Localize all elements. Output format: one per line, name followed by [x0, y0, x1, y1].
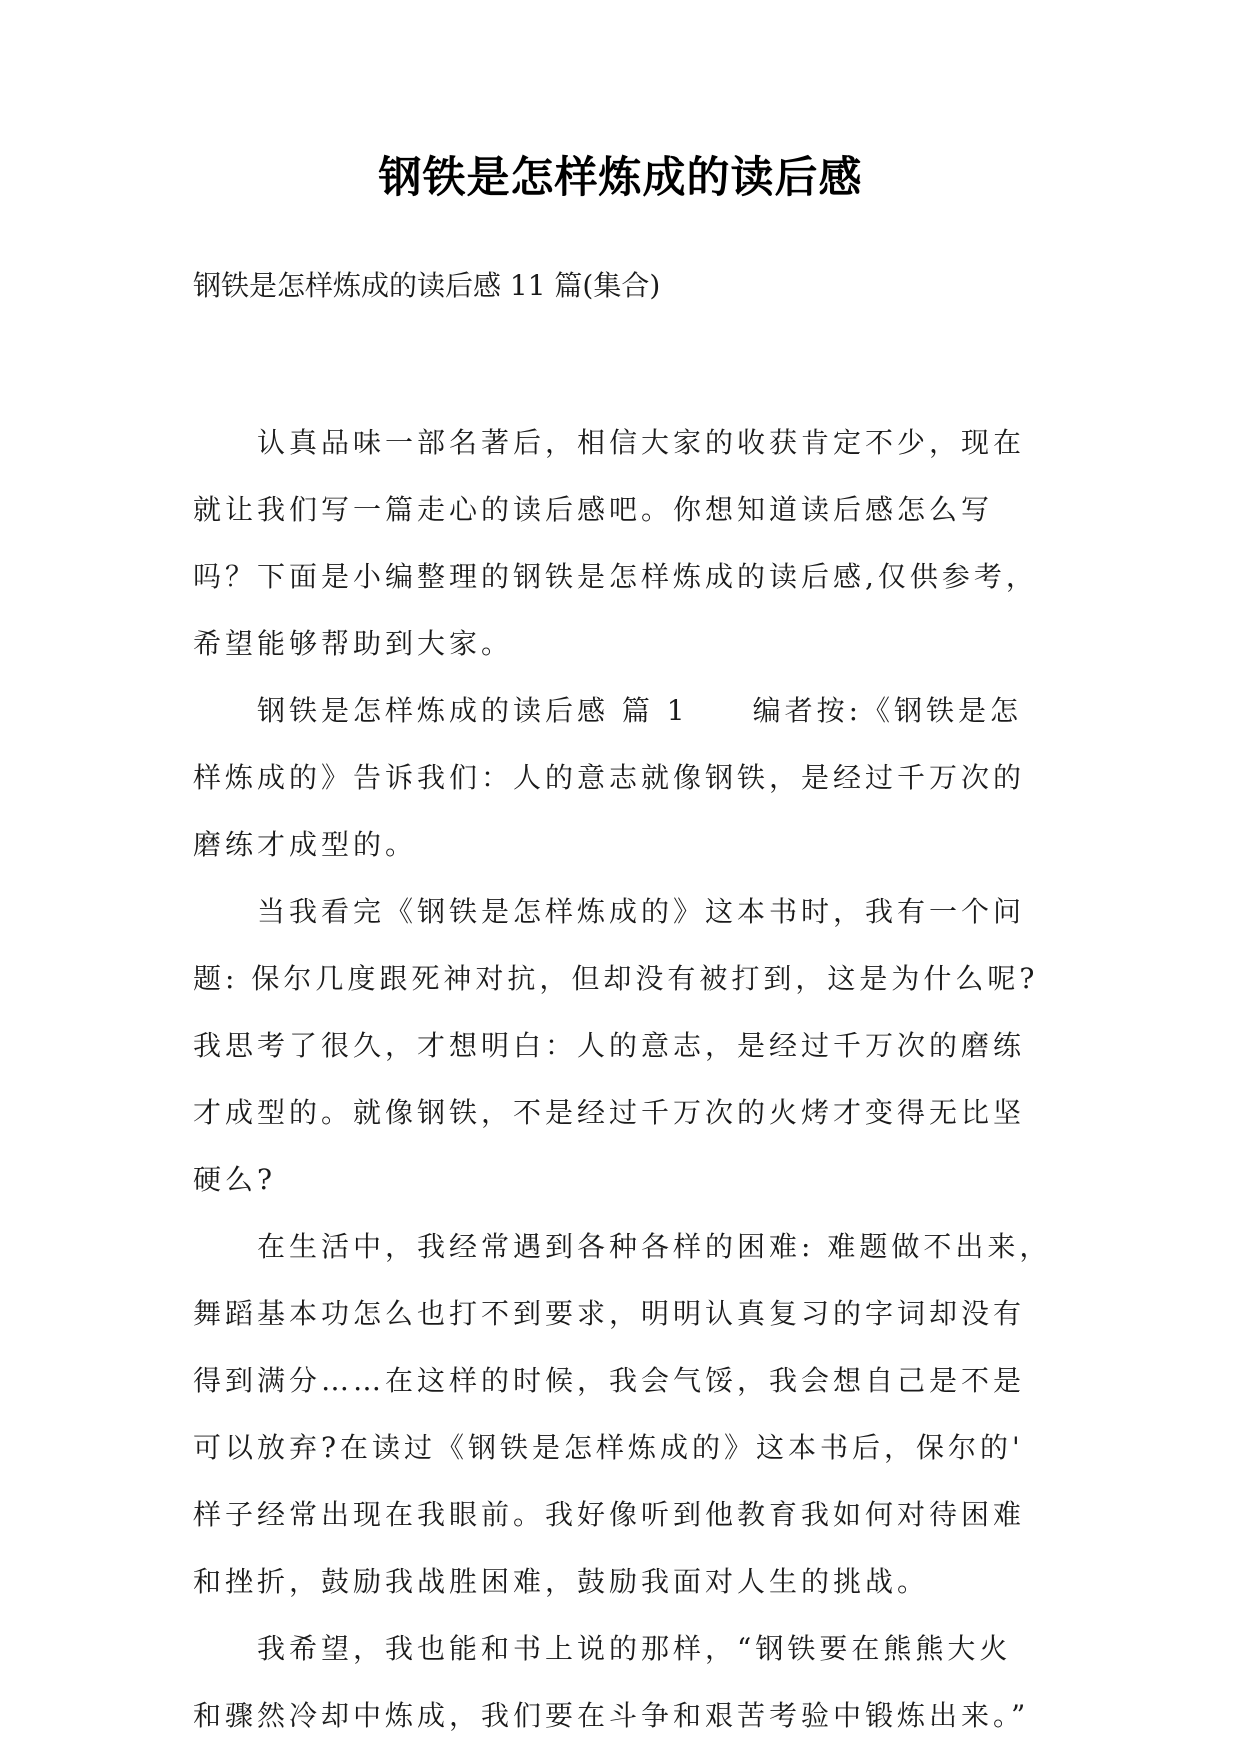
paragraph-line: 样炼成的》告诉我们：人的意志就像钢铁，是经过千万次的 [193, 761, 1026, 794]
paragraph-line: 样子经常出现在我眼前。我好像听到他教育我如何对待困难 [193, 1498, 1026, 1531]
paragraph-line: 舞蹈基本功怎么也打不到要求，明明认真复习的字词却没有 [193, 1297, 1026, 1330]
paragraph-line: 钢铁是怎样炼成的读后感 篇 1 编者按:《钢铁是怎 [257, 694, 1023, 727]
document-title: 钢铁是怎样炼成的读后感 [378, 153, 863, 203]
paragraph-line: 吗？下面是小编整理的钢铁是怎样炼成的读后感,仅供参考， [193, 560, 1038, 593]
body-paragraph [193, 1615, 1053, 1749]
paragraph-line: 希望能够帮助到大家。 [193, 627, 514, 660]
document-body [193, 409, 1053, 1749]
body-paragraph [193, 409, 1053, 677]
paragraph-line: 可以放弃?在读过《钢铁是怎样炼成的》这本书后，保尔的' [193, 1431, 1024, 1464]
body-paragraph [193, 677, 1053, 878]
paragraph-line: 得到满分……在这样的时候，我会气馁，我会想自己是不是 [193, 1364, 1026, 1397]
paragraph-line: 磨练才成型的。 [193, 828, 418, 861]
paragraph-line: 题: 保尔几度跟死神对抗，但却没有被打到，这是为什么呢? [193, 962, 1039, 995]
paragraph-line: 就让我们写一篇走心的读后感吧。你想知道读后感怎么写 [193, 493, 994, 526]
paragraph-line: 硬么? [193, 1163, 277, 1196]
paragraph-line: 和骤然冷却中炼成，我们要在斗争和艰苦考验中锻炼出来。” [193, 1699, 1030, 1732]
paragraph-line: 和挫折，鼓励我战胜困难，鼓励我面对人生的挑战。 [193, 1565, 930, 1598]
body-paragraph [193, 1213, 1053, 1615]
paragraph-line: 我思考了很久，才想明白：人的意志，是经过千万次的磨练 [193, 1029, 1026, 1062]
paragraph-line: 在生活中，我经常遇到各种各样的困难: 难题做不出来， [257, 1230, 1052, 1263]
body-paragraph [193, 878, 1053, 1213]
paragraph-line: 我希望，我也能和书上说的那样，“钢铁要在熊熊大火 [257, 1632, 1012, 1665]
paragraph-line: 认真品味一部名著后，相信大家的收获肯定不少，现在 [257, 426, 1026, 459]
paragraph-line: 当我看完《钢铁是怎样炼成的》这本书时，我有一个问 [257, 895, 1026, 928]
paragraph-line: 才成型的。就像钢铁，不是经过千万次的火烤才变得无比坚 [193, 1096, 1026, 1129]
document-subtitle: 钢铁是怎样炼成的读后感 11 篇(集合) [193, 269, 661, 302]
